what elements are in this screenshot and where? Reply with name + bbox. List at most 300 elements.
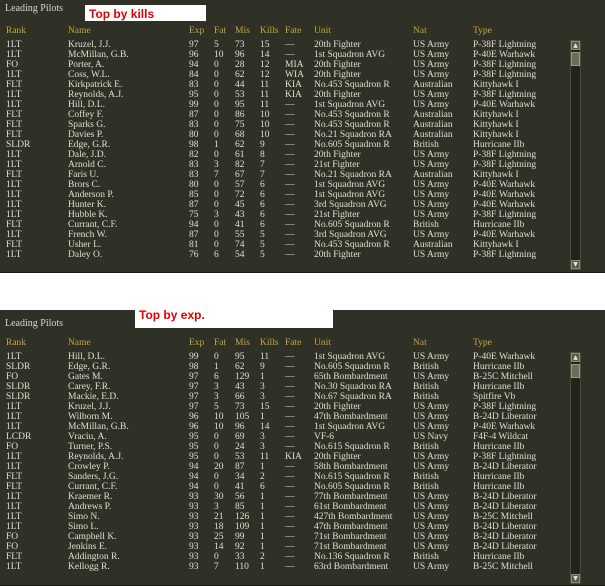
cell-mis: 73 bbox=[235, 402, 245, 412]
cell-type: Spitfire Vb bbox=[473, 392, 516, 402]
cell-unit: No.605 Squadron R bbox=[314, 220, 390, 230]
cell-fate: KIA bbox=[285, 452, 302, 462]
table-row[interactable] bbox=[0, 40, 570, 50]
cell-mis: 75 bbox=[235, 120, 245, 130]
cell-mis: 43 bbox=[235, 210, 245, 220]
cell-mis: 105 bbox=[235, 412, 250, 422]
cell-mis: 62 bbox=[235, 140, 245, 150]
cell-nat: US Army bbox=[413, 40, 450, 50]
cell-kills: 15 bbox=[260, 402, 270, 412]
cell-unit: 20th Fighter bbox=[314, 70, 361, 80]
cell-fat: 0 bbox=[214, 452, 219, 462]
cell-mis: 92 bbox=[235, 542, 245, 552]
scroll-down-arrow-icon[interactable]: ▼ bbox=[571, 574, 580, 583]
cell-unit: 1st Squadron AVG bbox=[314, 100, 386, 110]
column-header-rank[interactable]: Rank bbox=[6, 26, 27, 36]
cell-unit: No.615 Squadron R bbox=[314, 442, 390, 452]
cell-nat: US Army bbox=[413, 402, 450, 412]
cell-fate: — bbox=[285, 432, 295, 442]
cell-kills: 10 bbox=[260, 120, 270, 130]
table-row[interactable] bbox=[0, 120, 570, 130]
cell-kills: 5 bbox=[260, 230, 265, 240]
cell-fate: — bbox=[285, 542, 295, 552]
cell-nat: British bbox=[413, 382, 439, 392]
cell-type: F4F-4 Wildcat bbox=[473, 432, 529, 442]
cell-mis: 96 bbox=[235, 50, 245, 60]
table-row[interactable] bbox=[0, 220, 570, 230]
column-header-mis[interactable]: Mis bbox=[235, 338, 250, 348]
table-row[interactable] bbox=[0, 352, 570, 362]
cell-name: Hill, D.L. bbox=[68, 100, 105, 110]
column-header-fate[interactable]: Fate bbox=[285, 338, 302, 348]
cell-type: B-24D Liberator bbox=[473, 502, 537, 512]
column-header-unit[interactable]: Unit bbox=[314, 338, 331, 348]
cell-fate: — bbox=[285, 422, 295, 432]
cell-fate: KIA bbox=[285, 80, 302, 90]
cell-name: Reynolds, A.J. bbox=[68, 90, 124, 100]
cell-unit: 71st Bombardment bbox=[314, 542, 387, 552]
table-row[interactable] bbox=[0, 422, 570, 432]
cell-unit: 20th Fighter bbox=[314, 452, 361, 462]
cell-unit: No.30 Squadron RA bbox=[314, 382, 392, 392]
cell-rank: FLT bbox=[6, 482, 23, 492]
table-row[interactable] bbox=[0, 402, 570, 412]
cell-fat: 7 bbox=[214, 170, 219, 180]
cell-mis: 73 bbox=[235, 40, 245, 50]
cell-fat: 0 bbox=[214, 432, 219, 442]
table-row[interactable] bbox=[0, 562, 570, 572]
cell-name: Usher L. bbox=[68, 240, 102, 250]
cell-kills: 2 bbox=[260, 552, 265, 562]
column-header-type[interactable]: Type bbox=[473, 26, 492, 36]
cell-fate: MIA bbox=[285, 60, 304, 70]
cell-exp: 93 bbox=[189, 542, 199, 552]
cell-nat: US Army bbox=[413, 200, 450, 210]
cell-exp: 83 bbox=[189, 170, 199, 180]
cell-fate: KIA bbox=[285, 90, 302, 100]
cell-mis: 55 bbox=[235, 230, 245, 240]
cell-nat: US Army bbox=[413, 50, 450, 60]
cell-mis: 69 bbox=[235, 432, 245, 442]
cell-nat: US Army bbox=[413, 180, 450, 190]
table-row[interactable] bbox=[0, 70, 570, 80]
cell-kills: 11 bbox=[260, 90, 270, 100]
cell-fat: 20 bbox=[214, 462, 224, 472]
cell-rank: 1LT bbox=[6, 150, 22, 160]
cell-unit: 20th Fighter bbox=[314, 402, 361, 412]
cell-rank: 1LT bbox=[6, 190, 22, 200]
cell-name: Anderson P. bbox=[68, 190, 114, 200]
cell-exp: 96 bbox=[189, 412, 199, 422]
table-row[interactable] bbox=[0, 180, 570, 190]
cell-nat: US Army bbox=[413, 462, 450, 472]
cell-fat: 3 bbox=[214, 210, 219, 220]
cell-fat: 3 bbox=[214, 502, 219, 512]
cell-unit: 47th Bombardment bbox=[314, 412, 388, 422]
cell-nat: US Army bbox=[413, 100, 450, 110]
column-header-fat[interactable]: Fat bbox=[214, 338, 227, 348]
cell-fat: 0 bbox=[214, 150, 219, 160]
column-header-fat[interactable]: Fat bbox=[214, 26, 227, 36]
cell-fate: — bbox=[285, 562, 295, 572]
cell-rank: FO bbox=[6, 542, 19, 552]
scroll-up-arrow-icon[interactable]: ▲ bbox=[571, 353, 580, 362]
cell-fat: 3 bbox=[214, 160, 219, 170]
cell-exp: 95 bbox=[189, 452, 199, 462]
cell-fat: 25 bbox=[214, 532, 224, 542]
cell-mis: 67 bbox=[235, 170, 245, 180]
cell-exp: 94 bbox=[189, 482, 199, 492]
column-header-type[interactable]: Type bbox=[473, 338, 492, 348]
table-row[interactable] bbox=[0, 372, 570, 382]
cell-kills: 11 bbox=[260, 80, 270, 90]
cell-fat: 0 bbox=[214, 70, 219, 80]
cell-rank: FLT bbox=[6, 170, 23, 180]
scroll-up-arrow-icon[interactable]: ▲ bbox=[571, 41, 580, 50]
cell-fate: — bbox=[285, 240, 295, 250]
cell-unit: 20th Fighter bbox=[314, 90, 361, 100]
cell-fate: — bbox=[285, 362, 295, 372]
cell-type: Hurricane IIb bbox=[473, 552, 525, 562]
cell-type: Kittyhawk I bbox=[473, 240, 519, 250]
cell-fat: 0 bbox=[214, 482, 219, 492]
table-row[interactable] bbox=[0, 432, 570, 442]
cell-exp: 98 bbox=[189, 362, 199, 372]
table-row[interactable] bbox=[0, 382, 570, 392]
cell-mis: 126 bbox=[235, 512, 250, 522]
cell-exp: 81 bbox=[189, 240, 199, 250]
table-row[interactable] bbox=[0, 462, 570, 472]
cell-name: Dale, J.D. bbox=[68, 150, 106, 160]
cell-exp: 98 bbox=[189, 140, 199, 150]
cell-kills: 1 bbox=[260, 512, 265, 522]
cell-exp: 80 bbox=[189, 180, 199, 190]
table-row[interactable] bbox=[0, 522, 570, 532]
cell-fate: — bbox=[285, 442, 295, 452]
cell-fat: 0 bbox=[214, 100, 219, 110]
table-row[interactable] bbox=[0, 392, 570, 402]
column-header-fate[interactable]: Fate bbox=[285, 26, 302, 36]
cell-unit: 427th Bombardment bbox=[314, 512, 393, 522]
cell-fate: — bbox=[285, 482, 295, 492]
cell-name: Davies P. bbox=[68, 130, 104, 140]
cell-rank: 1LT bbox=[6, 70, 22, 80]
cell-exp: 97 bbox=[189, 372, 199, 382]
cell-type: P-40E Warhawk bbox=[473, 422, 536, 432]
cell-fate: — bbox=[285, 170, 295, 180]
column-header-name[interactable]: Name bbox=[68, 338, 91, 348]
cell-fate: — bbox=[285, 150, 295, 160]
cell-exp: 94 bbox=[189, 472, 199, 482]
cell-fat: 18 bbox=[214, 522, 224, 532]
cell-exp: 94 bbox=[189, 462, 199, 472]
cell-rank: 1LT bbox=[6, 412, 22, 422]
cell-fate: WIA bbox=[285, 70, 304, 80]
cell-rank: FLT bbox=[6, 80, 23, 90]
cell-type: Hurricane IIb bbox=[473, 482, 525, 492]
cell-exp: 95 bbox=[189, 432, 199, 442]
table-row[interactable] bbox=[0, 60, 570, 70]
cell-rank: FLT bbox=[6, 130, 23, 140]
cell-mis: 56 bbox=[235, 492, 245, 502]
cell-exp: 93 bbox=[189, 562, 199, 572]
cell-fat: 14 bbox=[214, 542, 224, 552]
cell-name: Andrews P. bbox=[68, 502, 112, 512]
table-row[interactable] bbox=[0, 412, 570, 422]
cell-rank: LCDR bbox=[6, 432, 32, 442]
cell-mis: 95 bbox=[235, 100, 245, 110]
cell-nat: US Army bbox=[413, 422, 450, 432]
cell-name: Simo N. bbox=[68, 512, 100, 522]
cell-fat: 0 bbox=[214, 240, 219, 250]
cell-unit: 1st Squadron AVG bbox=[314, 50, 386, 60]
cell-unit: No.67 Squadron RA bbox=[314, 392, 392, 402]
cell-exp: 93 bbox=[189, 512, 199, 522]
table-row[interactable] bbox=[0, 140, 570, 150]
cell-name: Edge, G.R. bbox=[68, 140, 111, 150]
cell-rank: 1LT bbox=[6, 522, 22, 532]
column-header-unit[interactable]: Unit bbox=[314, 26, 331, 36]
cell-kills: 3 bbox=[260, 442, 265, 452]
column-header-name[interactable]: Name bbox=[68, 26, 91, 36]
table-row[interactable] bbox=[0, 542, 570, 552]
cell-unit: 20th Fighter bbox=[314, 150, 361, 160]
cell-kills: 6 bbox=[260, 190, 265, 200]
cell-mis: 53 bbox=[235, 90, 245, 100]
panel-title: Leading Pilots bbox=[5, 318, 64, 329]
cell-unit: 20th Fighter bbox=[314, 60, 361, 70]
cell-mis: 129 bbox=[235, 372, 250, 382]
cell-unit: 21st Fighter bbox=[314, 160, 360, 170]
cell-type: P-38F Lightning bbox=[473, 452, 537, 462]
cell-name: Campbell K. bbox=[68, 532, 117, 542]
cell-name: Kirkpatrick E. bbox=[68, 80, 123, 90]
column-header-mis[interactable]: Mis bbox=[235, 26, 250, 36]
cell-fat: 0 bbox=[214, 442, 219, 452]
cell-mis: 82 bbox=[235, 160, 245, 170]
cell-name: McMillan, G.B. bbox=[68, 422, 129, 432]
cell-kills: 6 bbox=[260, 180, 265, 190]
cell-fate: — bbox=[285, 352, 295, 362]
cell-name: Coffey F. bbox=[68, 110, 104, 120]
cell-exp: 94 bbox=[189, 220, 199, 230]
cell-exp: 80 bbox=[189, 130, 199, 140]
cell-type: B-24D Liberator bbox=[473, 462, 537, 472]
cell-exp: 93 bbox=[189, 502, 199, 512]
cell-kills: 6 bbox=[260, 220, 265, 230]
cell-rank: 1LT bbox=[6, 100, 22, 110]
cell-nat: British bbox=[413, 472, 439, 482]
cell-exp: 83 bbox=[189, 160, 199, 170]
table-row[interactable] bbox=[0, 452, 570, 462]
cell-type: P-38F Lightning bbox=[473, 160, 537, 170]
cell-rank: FLT bbox=[6, 552, 23, 562]
cell-rank: FO bbox=[6, 442, 19, 452]
table-row[interactable] bbox=[0, 250, 570, 260]
cell-fat: 0 bbox=[214, 130, 219, 140]
table-row[interactable] bbox=[0, 482, 570, 492]
cell-kills: 1 bbox=[260, 562, 265, 572]
column-header-nat[interactable]: Nat bbox=[413, 26, 427, 36]
cell-rank: 1LT bbox=[6, 512, 22, 522]
table-row[interactable] bbox=[0, 160, 570, 170]
cell-name: Mackie, E.D. bbox=[68, 392, 119, 402]
cell-exp: 93 bbox=[189, 552, 199, 562]
cell-mis: 68 bbox=[235, 130, 245, 140]
table-row[interactable] bbox=[0, 150, 570, 160]
cell-nat: US Army bbox=[413, 210, 450, 220]
cell-fate: — bbox=[285, 230, 295, 240]
cell-fate: — bbox=[285, 462, 295, 472]
table-row[interactable] bbox=[0, 492, 570, 502]
table-row[interactable] bbox=[0, 100, 570, 110]
cell-fat: 0 bbox=[214, 60, 219, 70]
table-row[interactable] bbox=[0, 80, 570, 90]
cell-kills: 11 bbox=[260, 100, 270, 110]
cell-rank: 1LT bbox=[6, 50, 22, 60]
cell-unit: 47th Bombardment bbox=[314, 522, 388, 532]
cell-type: P-38F Lightning bbox=[473, 210, 537, 220]
cell-nat: British bbox=[413, 140, 439, 150]
cell-fat: 10 bbox=[214, 412, 224, 422]
cell-mis: 24 bbox=[235, 442, 245, 452]
table-row[interactable] bbox=[0, 502, 570, 512]
cell-name: Simo L. bbox=[68, 522, 99, 532]
cell-nat: Australian bbox=[413, 130, 453, 140]
column-header-rank[interactable]: Rank bbox=[6, 338, 27, 348]
cell-type: B-24D Liberator bbox=[473, 492, 537, 502]
column-header-nat[interactable]: Nat bbox=[413, 338, 427, 348]
cell-kills: 10 bbox=[260, 130, 270, 140]
cell-mis: 41 bbox=[235, 482, 245, 492]
cell-type: P-38F Lightning bbox=[473, 40, 537, 50]
table-row[interactable] bbox=[0, 190, 570, 200]
cell-nat: US Army bbox=[413, 532, 450, 542]
cell-unit: No.615 Squadron R bbox=[314, 472, 390, 482]
table-row[interactable] bbox=[0, 110, 570, 120]
cell-fate: — bbox=[285, 382, 295, 392]
cell-fat: 0 bbox=[214, 180, 219, 190]
cell-rank: 1LT bbox=[6, 40, 22, 50]
cell-rank: FLT bbox=[6, 120, 23, 130]
cell-rank: 1LT bbox=[6, 230, 22, 240]
table-row[interactable] bbox=[0, 240, 570, 250]
cell-mis: 45 bbox=[235, 200, 245, 210]
cell-type: Hurricane IIb bbox=[473, 362, 525, 372]
cell-exp: 97 bbox=[189, 402, 199, 412]
cell-fat: 0 bbox=[214, 90, 219, 100]
cell-kills: 2 bbox=[260, 472, 265, 482]
table-row[interactable] bbox=[0, 210, 570, 220]
cell-fat: 0 bbox=[214, 110, 219, 120]
cell-unit: VF-6 bbox=[314, 432, 335, 442]
cell-type: P-40E Warhawk bbox=[473, 100, 536, 110]
cell-rank: SLDR bbox=[6, 392, 31, 402]
table-row[interactable] bbox=[0, 130, 570, 140]
table-row[interactable] bbox=[0, 90, 570, 100]
cell-exp: 83 bbox=[189, 80, 199, 90]
column-header-kills[interactable]: Kills bbox=[260, 338, 279, 348]
cell-nat: Australian bbox=[413, 170, 453, 180]
cell-fat: 3 bbox=[214, 382, 219, 392]
cell-rank: 1LT bbox=[6, 352, 22, 362]
cell-name: McMillan, G.B. bbox=[68, 50, 129, 60]
table-row[interactable] bbox=[0, 442, 570, 452]
table-row[interactable] bbox=[0, 512, 570, 522]
cell-type: B-24D Liberator bbox=[473, 542, 537, 552]
cell-rank: SLDR bbox=[6, 382, 31, 392]
cell-exp: 97 bbox=[189, 40, 199, 50]
cell-name: Brors C. bbox=[68, 180, 101, 190]
table-row[interactable] bbox=[0, 532, 570, 542]
table-row[interactable] bbox=[0, 50, 570, 60]
vertical-scrollbar[interactable] bbox=[570, 352, 581, 584]
cell-unit: 21st Fighter bbox=[314, 210, 360, 220]
cell-name: Currant, C.F. bbox=[68, 220, 118, 230]
cell-name: Hill, D.L. bbox=[68, 352, 105, 362]
table-row[interactable] bbox=[0, 552, 570, 562]
cell-name: Arnold C. bbox=[68, 160, 106, 170]
cell-name: Turner, P.S. bbox=[68, 442, 113, 452]
cell-fate: — bbox=[285, 200, 295, 210]
cell-unit: 1st Squadron AVG bbox=[314, 180, 386, 190]
cell-type: Hurricane IIb bbox=[473, 220, 525, 230]
column-header-exp[interactable]: Exp bbox=[189, 338, 205, 348]
column-header-exp[interactable]: Exp bbox=[189, 26, 205, 36]
cell-mis: 54 bbox=[235, 250, 245, 260]
table-row[interactable] bbox=[0, 362, 570, 372]
annotation-top-by-exp: Top by exp. bbox=[135, 306, 333, 328]
scroll-thumb[interactable] bbox=[571, 364, 580, 378]
cell-mis: 99 bbox=[235, 532, 245, 542]
table-header bbox=[0, 26, 570, 36]
table-header bbox=[0, 338, 570, 348]
scroll-down-arrow-icon[interactable]: ▼ bbox=[571, 260, 580, 269]
cell-rank: 1LT bbox=[6, 492, 22, 502]
column-header-kills[interactable]: Kills bbox=[260, 26, 279, 36]
table-row[interactable] bbox=[0, 230, 570, 240]
cell-rank: FO bbox=[6, 372, 19, 382]
cell-type: P-38F Lightning bbox=[473, 70, 537, 80]
table-row[interactable] bbox=[0, 200, 570, 210]
cell-nat: US Army bbox=[413, 70, 450, 80]
cell-exp: 76 bbox=[189, 250, 199, 260]
cell-name: Hunter K. bbox=[68, 200, 106, 210]
cell-kills: 12 bbox=[260, 70, 270, 80]
cell-rank: 1LT bbox=[6, 200, 22, 210]
table-row[interactable] bbox=[0, 472, 570, 482]
cell-name: Faris U. bbox=[68, 170, 99, 180]
cell-type: P-38F Lightning bbox=[473, 90, 537, 100]
vertical-scrollbar[interactable] bbox=[570, 40, 581, 270]
cell-exp: 75 bbox=[189, 210, 199, 220]
cell-type: B-25C Mitchell bbox=[473, 372, 533, 382]
cell-fate: — bbox=[285, 40, 295, 50]
cell-rank: FO bbox=[6, 532, 19, 542]
cell-rank: 1LT bbox=[6, 402, 22, 412]
cell-exp: 95 bbox=[189, 90, 199, 100]
cell-fat: 0 bbox=[214, 120, 219, 130]
cell-rank: FO bbox=[6, 60, 19, 70]
cell-mis: 41 bbox=[235, 220, 245, 230]
scroll-thumb[interactable] bbox=[571, 52, 580, 66]
cell-name: French W. bbox=[68, 230, 108, 240]
cell-name: Carey, F.R. bbox=[68, 382, 111, 392]
cell-mis: 44 bbox=[235, 80, 245, 90]
cell-name: Kraemer R. bbox=[68, 492, 113, 502]
cell-name: Daley O. bbox=[68, 250, 103, 260]
table-row[interactable] bbox=[0, 170, 570, 180]
